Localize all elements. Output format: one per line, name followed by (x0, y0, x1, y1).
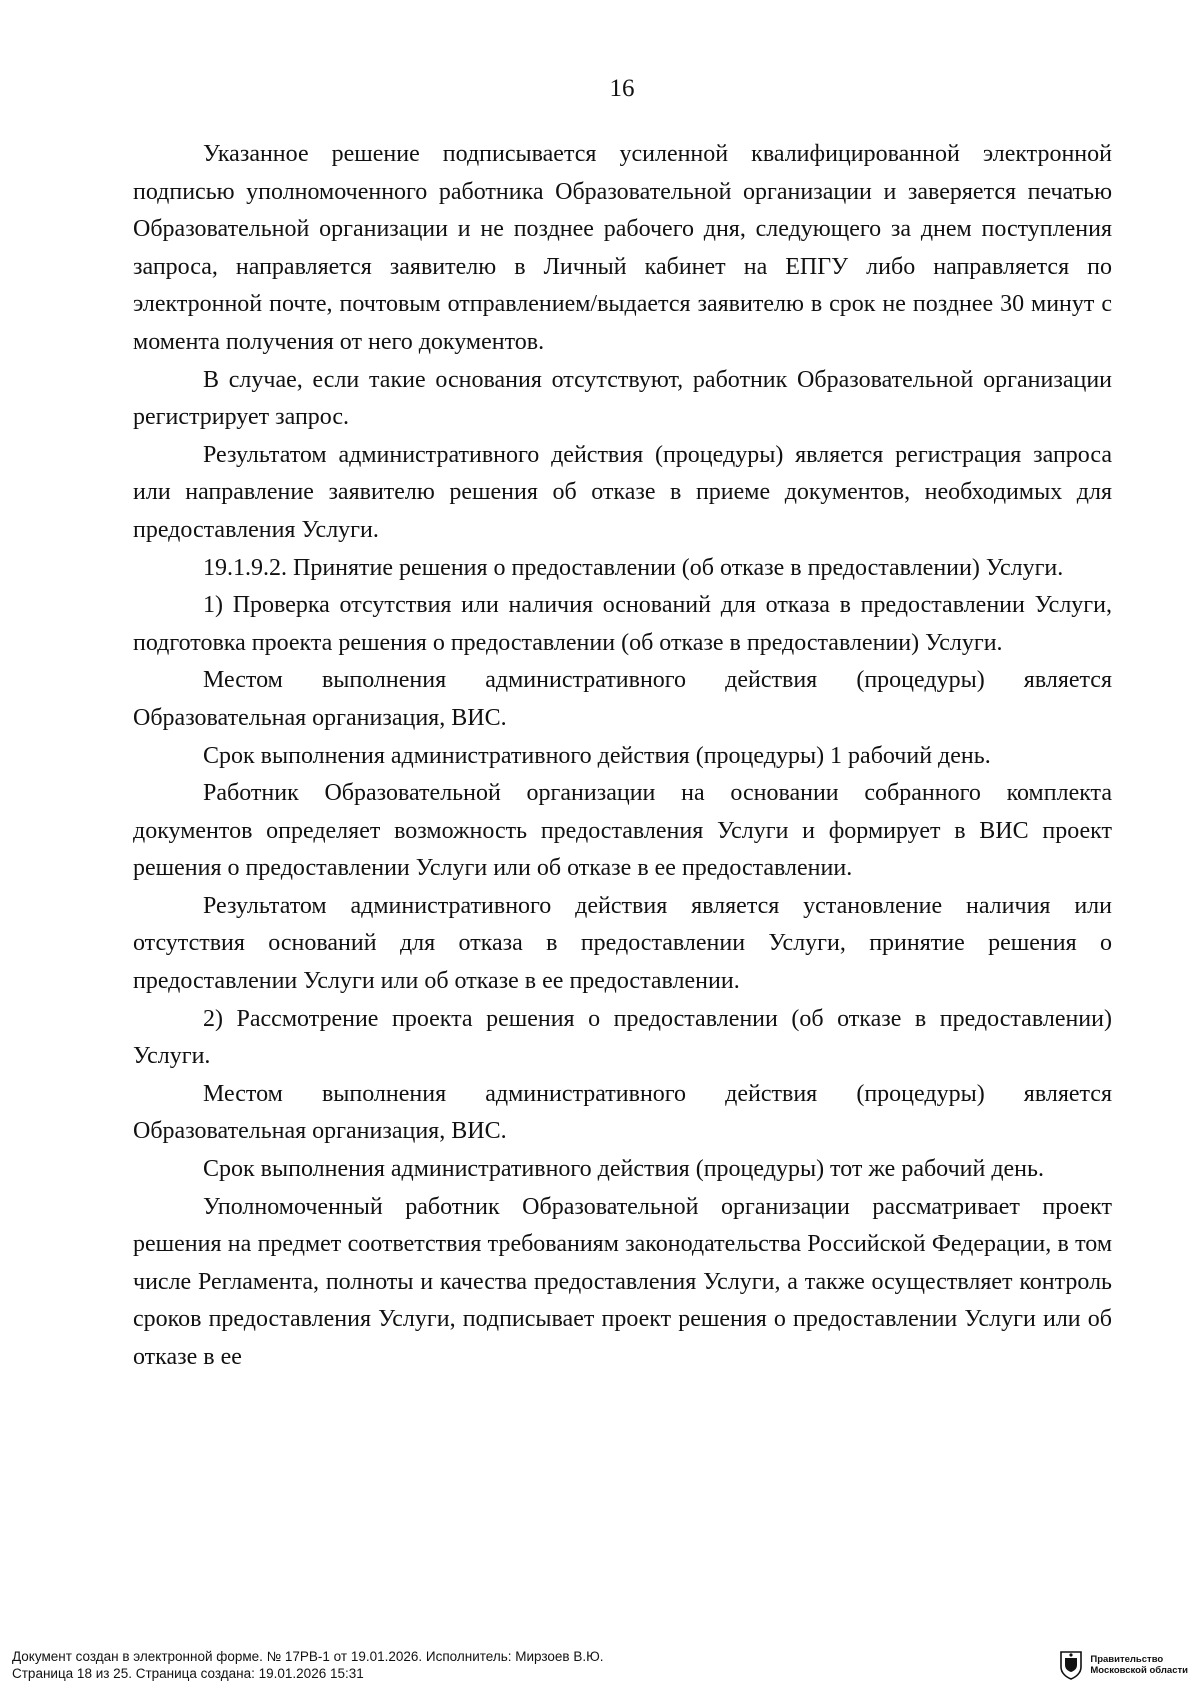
footer-document-info: Документ создан в электронной форме. № 17РВ-1 от 19.01.2026. Исполнитель: Мирзоев В.Ю. (12, 1649, 604, 1664)
page-number: 16 (609, 75, 635, 102)
paragraph: Уполномоченный работник Образовательной организации рассматривает проект решения на предмет соответствия требованиям законодательства Российской Федерации, в том числе Регламента, полноты и качества предоставления Услуги, а также осуществляет контроль сроков предоставления Услуги, подписывает проект решения о предоставлении Услуги или об отказе в ее (133, 1193, 1112, 1370)
government-logo (1058, 1650, 1188, 1680)
paragraph: Результатом административного действия (процедуры) является регистрация запроса или направление заявителю решения об отказе в приеме документов, необходимых для предоставления Услуги. (133, 441, 1112, 543)
paragraph: Местом выполнения административного действия (процедуры) является Образовательная организация, ВИС. (133, 667, 1112, 731)
paragraph: 19.1.9.2. Принятие решения о предоставлении (об отказе в предоставлении) Услуги. (203, 554, 1064, 581)
paragraph: Указанное решение подписывается усиленной квалифицированной электронной подписью уполномоченного работника Образовательной организации и заверяется печатью Образовательной организации и не позднее рабочего дня, следующего за днем поступления запроса, направляется заявителю в Личный кабинет на ЕПГУ либо направляется по электронной почте, почтовым отправлением/выдается заявителю в срок не позднее 30 минут с момента получения от него документов. (133, 141, 1112, 355)
document-body (133, 136, 1112, 1377)
paragraph: Работник Образовательной организации на основании собранного комплекта документов определяет возможность предоставления Услуги и формирует в ВИС проект решения о предоставлении Услуги или об отказе в ее предоставлении. (133, 780, 1112, 882)
logo-text (1090, 1654, 1188, 1676)
footer-page-info: Страница 18 из 25. Страница создана: 19.01.2026 15:31 (12, 1666, 364, 1681)
paragraph: 1) Проверка отсутствия или наличия оснований для отказа в предоставлении Услуги, подготовка проекта решения о предоставлении (об отказе в предоставлении) Услуги. (133, 592, 1112, 656)
paragraph: 2) Рассмотрение проекта решения о предоставлении (об отказе в предоставлении) Услуги. (133, 1005, 1112, 1070)
logo-text-line1: Правительство (1090, 1654, 1164, 1665)
coat-of-arms-icon (1058, 1650, 1084, 1680)
paragraph: Результатом административного действия является установление наличия или отсутствия оснований для отказа в предоставлении Услуги, принятие решения о предоставлении Услуги или об отказе в ее предоставлении. (133, 892, 1112, 995)
document-footer (12, 1648, 604, 1682)
logo-text-line2: Московской области (1090, 1665, 1188, 1676)
paragraph: Срок выполнения административного действия (процедуры) тот же рабочий день. (203, 1156, 1044, 1183)
paragraph: Срок выполнения административного действия (процедуры) 1 рабочий день. (203, 742, 991, 769)
paragraph: Местом выполнения административного действия (процедуры) является Образовательная организация, ВИС. (133, 1080, 1112, 1145)
paragraph: В случае, если такие основания отсутствуют, работник Образовательной организации регистрирует запрос. (133, 366, 1112, 431)
